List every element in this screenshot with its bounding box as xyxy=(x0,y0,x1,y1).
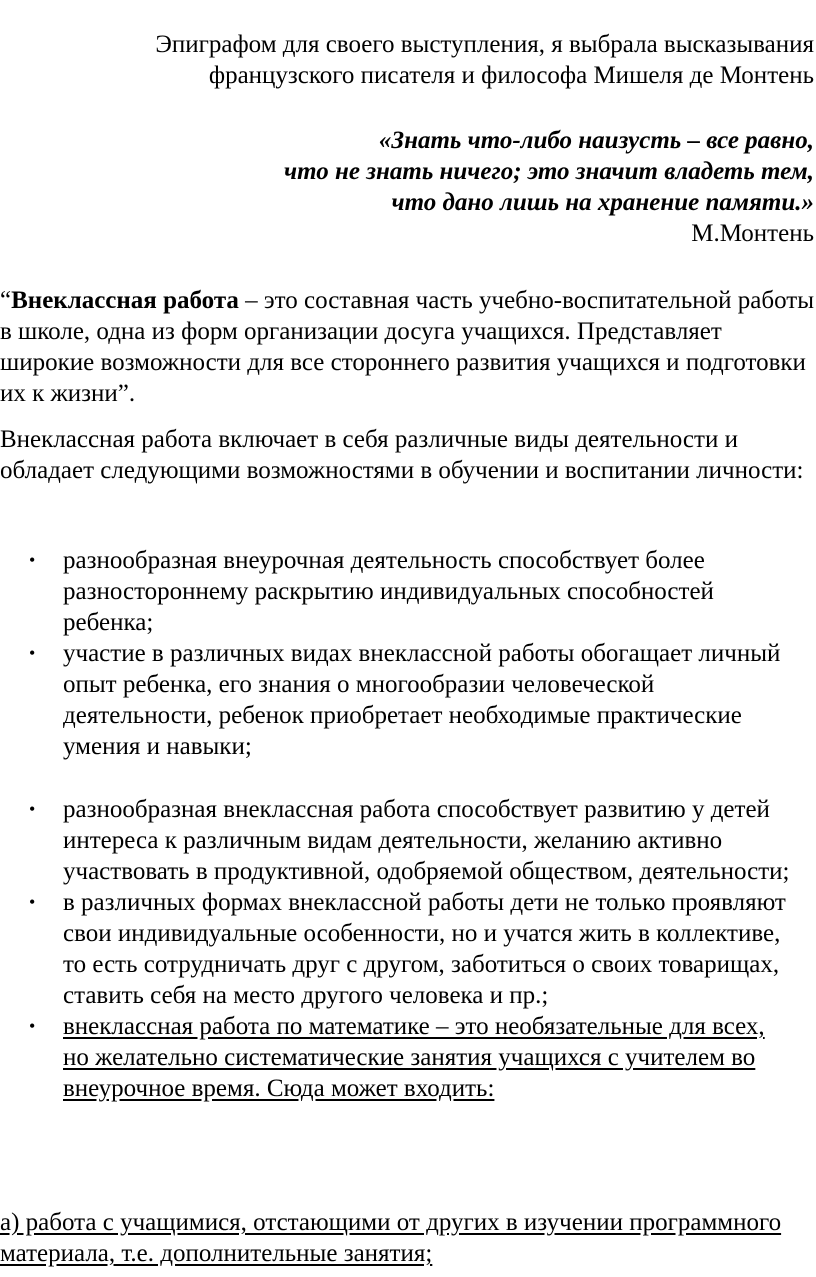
quote-line: что дано лишь на хранение памяти.» xyxy=(391,189,814,216)
epigraph-intro-line: Эпиграфом для своего выступления, я выбрала высказывания xyxy=(155,31,814,58)
definition-text: – это составная часть учебно-воспитательной работы в школе, одна из форм организации досуга учащихся. Представляет широкие возможности для все стороннего развития учащихся и подготовки их к жизни”. xyxy=(0,287,815,407)
bullet-icon: • xyxy=(29,643,36,663)
definition-term: Внеклассная работа xyxy=(11,287,239,314)
quote-line: что не знать ничего; это значит владеть тем, xyxy=(284,158,814,185)
list-item xyxy=(0,887,816,1011)
bullet-icon: • xyxy=(29,1016,36,1036)
capabilities-intro-paragraph: Внеклассная работа включает в себя различные виды деятельности и обладает следующими возможностями в обучении и воспитании личности: xyxy=(0,426,804,484)
epigraph-quote xyxy=(114,125,814,218)
list-item-text: участие в различных видах внеклассной работы обогащает личный опыт ребенка, его знания о многообразии человеческой деятельности, ребенок приобретает необходимые практические умения и навыки; xyxy=(63,640,781,760)
list-item-text-underlined: внеклассная работа по математике – это необязательные для всех, но желательно систематические занятия учащихся с учителем во внеурочное время. Сюда может входить: xyxy=(63,1013,765,1102)
bullet-list-group-1 xyxy=(0,545,816,762)
bullet-icon: • xyxy=(29,892,36,912)
list-item xyxy=(0,1011,816,1104)
quote-author: М.Монтень xyxy=(691,220,814,247)
list-item xyxy=(0,638,816,762)
list-item xyxy=(0,794,816,887)
list-item xyxy=(0,545,816,638)
bullet-list-group-2 xyxy=(0,794,816,1104)
list-item-text: разнообразная внеклассная работа способствует развитию у детей интереса к различным видам деятельности, желанию активно участвовать в продуктивной, одобряемой обществом, деятельности; xyxy=(63,796,790,885)
list-item-text: разнообразная внеурочная деятельность способствует более разностороннему раскрытию индивидуальных способностей ребенка; xyxy=(63,547,714,636)
quote-line: «Знать что-либо наизусть – все равно, xyxy=(378,127,814,154)
bullet-icon: • xyxy=(29,550,36,570)
epigraph-intro-line: французского писателя и философа Мишеля де Монтень xyxy=(208,62,814,89)
sub-item-a: а) работа с учащимися, отстающими от других в изучении программного материала, т.е. дополнительные занятия; xyxy=(0,1209,782,1267)
definition-paragraph xyxy=(0,285,816,409)
epigraph-intro xyxy=(54,29,814,91)
list-item-text: в различных формах внеклассной работы дети не только проявляют свои индивидуальные особенности, но и учатся жить в коллективе, то есть сотрудничать друг с другом, заботиться о своих товарищах, ставить себя на место другого человека и пр.; xyxy=(63,889,786,1009)
bullet-icon: • xyxy=(29,799,36,819)
open-quote-mark: “ xyxy=(0,287,12,314)
